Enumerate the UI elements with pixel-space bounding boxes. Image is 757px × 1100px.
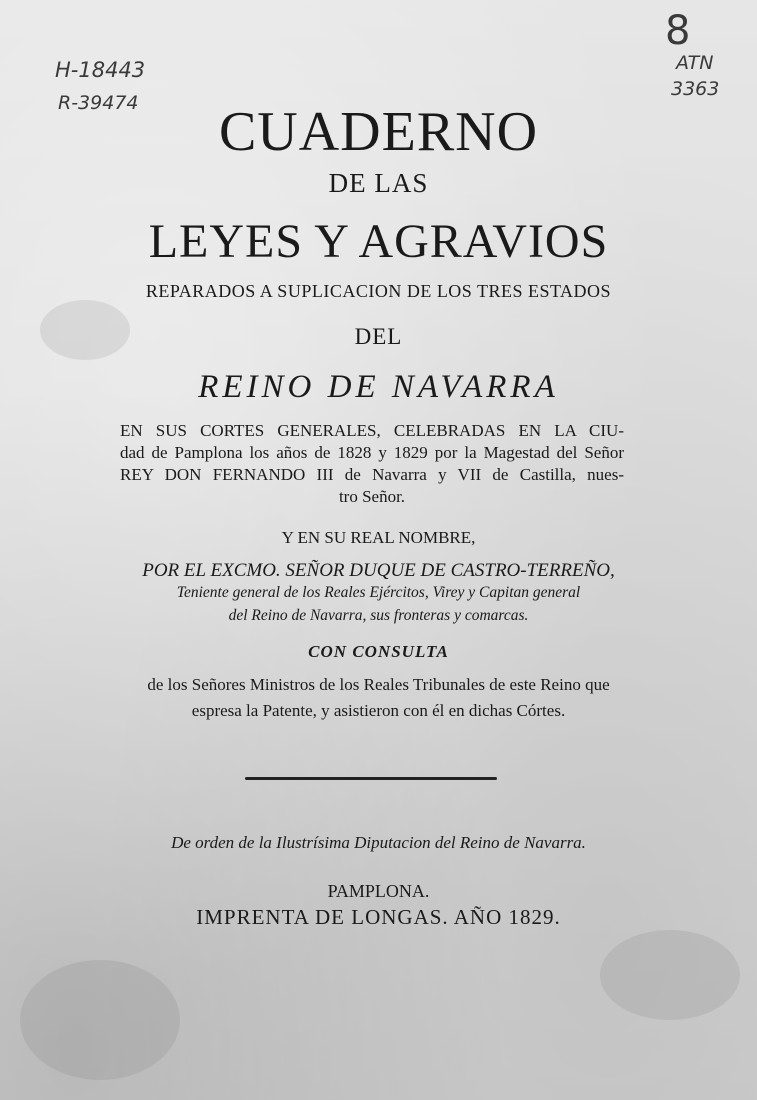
- atn-number-note: 3363: [671, 78, 720, 100]
- title-reino-navarra: REINO DE NAVARRA: [198, 369, 559, 405]
- body-paragraph: [120, 420, 624, 508]
- number-note: 8: [665, 8, 691, 54]
- shelfmark-note-1: H-18443: [55, 58, 146, 82]
- paper-stain: [20, 960, 180, 1080]
- title-de-las: DE LAS: [328, 168, 429, 198]
- teniente-line-2: del Reino de Navarra, sus fronteras y comarcas.: [228, 607, 529, 624]
- body-line: tro Señor.: [338, 487, 406, 506]
- senores-line-1: de los Señores Ministros de los Reales Tribunales de este Reino que: [147, 675, 610, 694]
- con-consulta: CON CONSULTA: [308, 642, 449, 661]
- title-del: DEL: [354, 324, 403, 349]
- body-line: EN SUS CORTES GENERALES, CELEBRADAS EN LA CIU-: [120, 421, 624, 440]
- title-leyes-agravios: LEYES Y AGRAVIOS: [148, 215, 609, 268]
- divider-rule: [245, 777, 497, 780]
- senores-line-2: espresa la Patente, y asistieron con él en dichas Córtes.: [191, 701, 566, 720]
- y-en-su-real-nombre: Y EN SU REAL NOMBRE,: [281, 528, 476, 547]
- teniente-line-1: Teniente general de los Reales Ejércitos, Virey y Capitan general: [176, 584, 581, 601]
- body-line: REY DON FERNANDO III de Navarra y VII de Castilla, nues-: [120, 465, 624, 484]
- body-line: dad de Pamplona los años de 1828 y 1829 por la Magestad del Señor: [120, 443, 624, 462]
- por-el-excmo: POR EL EXCMO. SEÑOR DUQUE DE CASTRO-TERREÑO,: [142, 560, 615, 581]
- imprint-printer: IMPRENTA DE LONGAS. AÑO 1829.: [196, 905, 561, 929]
- orden-line: De orden de la Ilustrísima Diputacion del Reino de Navarra.: [171, 833, 586, 852]
- title-cuaderno: CUADERNO: [218, 101, 539, 163]
- paper-stain: [600, 930, 740, 1020]
- atn-note: ATN: [676, 52, 714, 74]
- shelfmark-note-2: R-39474: [58, 92, 139, 114]
- imprint-place: PAMPLONA.: [327, 881, 430, 901]
- title-reparados: REPARADOS A SUPLICACION DE LOS TRES ESTADOS: [145, 281, 612, 301]
